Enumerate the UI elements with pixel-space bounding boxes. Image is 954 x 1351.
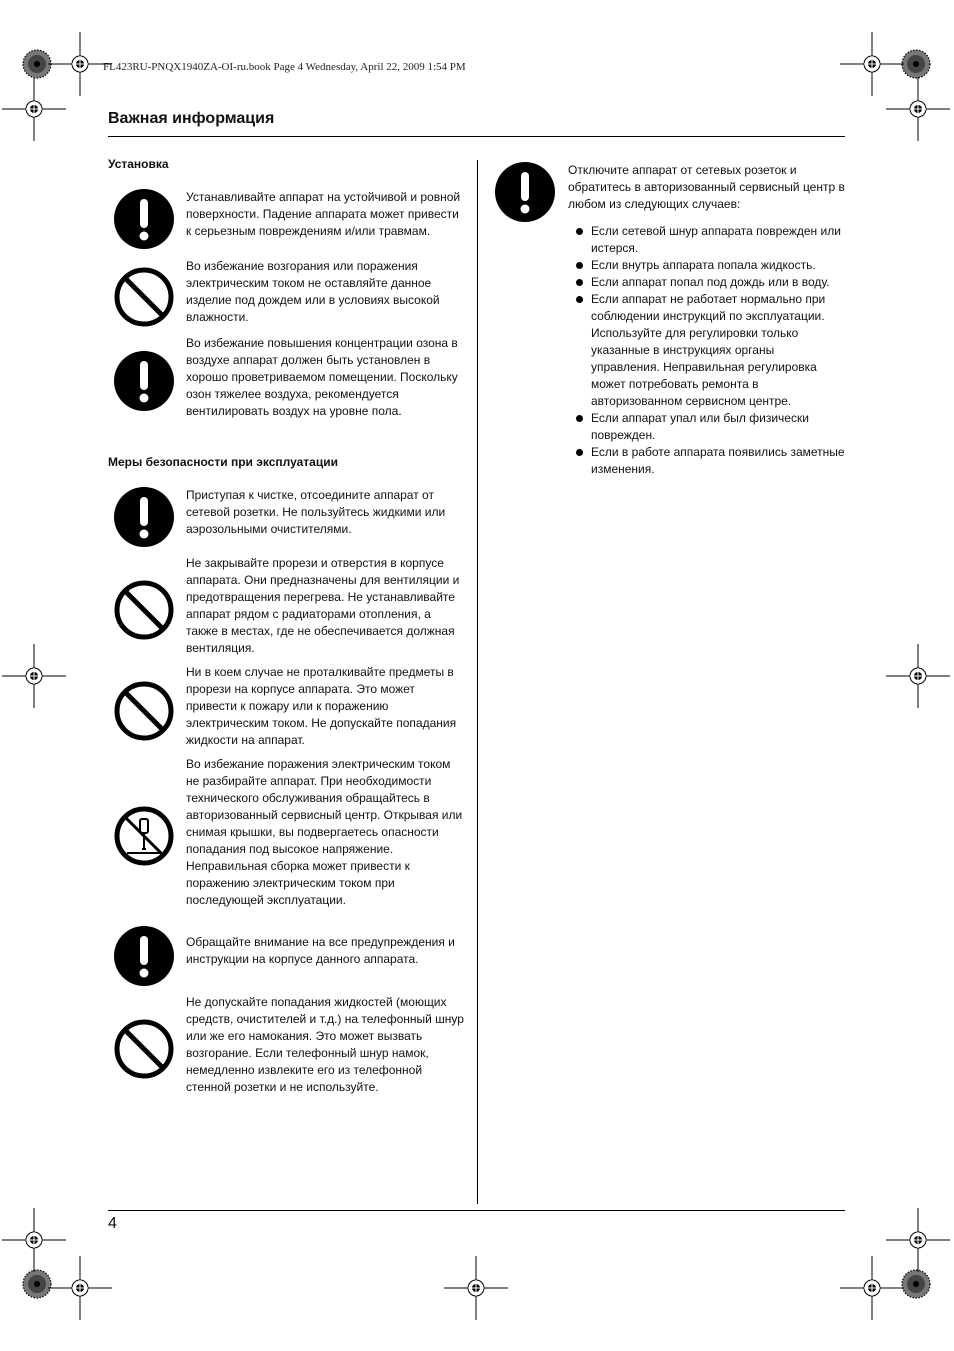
- registration-cross-icon: [840, 1256, 904, 1320]
- installation-heading: Установка: [108, 157, 169, 171]
- prohibition-icon: [113, 680, 175, 742]
- operation-item-6-text: Не допускайте попадания жидкостей (моющих средств, очистителей и т.д.) на телефонный шнур или же его намокания. Это может вызвать возгорание. Если телефонный шнур намок, немедленно извлеките его из телефонной стенной розетки и не используйте.: [186, 995, 464, 1094]
- registration-sunburst-icon: [902, 50, 930, 78]
- exclamation-icon: [113, 188, 175, 250]
- list-item: Если внутрь аппарата попала жидкость.: [574, 257, 846, 274]
- operation-heading: Меры безопасности при эксплуатации: [108, 455, 338, 469]
- registration-sunburst-icon: [23, 50, 51, 78]
- registration-cross-icon: [2, 1208, 66, 1272]
- exclamation-icon: [494, 161, 556, 223]
- column-divider: [477, 160, 478, 1204]
- no-disassembly-icon: [113, 805, 175, 867]
- registration-cross-icon: [840, 32, 904, 96]
- list-item: Если аппарат попал под дождь или в воду.: [574, 274, 846, 291]
- book-header: FL423RU-PNQX1940ZA-OI-ru.book Page 4 Wednesday, April 22, 2009 1:54 PM: [103, 61, 466, 73]
- registration-cross-icon: [2, 644, 66, 708]
- operation-item-2-text: Не закрывайте прорези и отверстия в корпусе аппарата. Они предназначены для вентиляции и предотвращения перегрева. Не устанавливайте аппарат рядом с радиаторами отопления, а также в местах, где не обеспечивается должная вентиляция.: [186, 556, 460, 655]
- registration-sunburst-icon: [23, 1270, 51, 1298]
- registration-cross-icon: [886, 77, 950, 141]
- operation-item-5-text: Обращайте внимание на все предупреждения и инструкции на корпусе данного аппарата.: [186, 935, 455, 966]
- prohibition-icon: [113, 1018, 175, 1080]
- exclamation-icon: [113, 350, 175, 412]
- operation-item-1-text: Приступая к чистке, отсоедините аппарат от сетевой розетки. Не пользуйтесь жидкими или аэрозольными очистителями.: [186, 488, 446, 536]
- registration-cross-icon: [886, 1208, 950, 1272]
- list-item: Если аппарат упал или был физически поврежден.: [574, 410, 846, 444]
- prohibition-icon: [113, 266, 175, 328]
- service-intro-text: Отключите аппарат от сетевых розеток и обратитесь в авторизованный сервисный центр в любом из следующих случаев:: [568, 163, 845, 211]
- registration-cross-icon: [2, 77, 66, 141]
- exclamation-icon: [113, 925, 175, 987]
- exclamation-icon: [113, 486, 175, 548]
- installation-item-1-text: Устанавливайте аппарат на устойчивой и ровной поверхности. Падение аппарата может привести к серьезным повреждениям и/или травмам.: [186, 190, 461, 238]
- operation-item-4-text: Во избежание поражения электрическим током не разбирайте аппарат. При необходимости технического обслуживания обращайтесь в авторизованный сервисный центр. Открывая или снимая крышки, вы подвергаетесь опасности попадания под высокое напряжение. Неправильная сборка может привести к поражению электрическим током при последующей эксплуатации.: [186, 757, 463, 907]
- title-rule: [108, 136, 845, 137]
- list-item: Если аппарат не работает нормально при соблюдении инструкций по эксплуатации. Используйте для регулировки только указанные в инструкциях органы управления. Неправильная регулировка может потребовать ремонта в авторизованном сервисном центре.: [574, 291, 846, 410]
- registration-cross-icon: [444, 1256, 508, 1320]
- installation-item-3-text: Во избежание повышения концентрации озона в воздухе аппарат должен быть установлен в хорошо проветриваемом помещении. Поскольку озон тяжелее воздуха, рекомендуется вентилировать воздух на уровне пола.: [186, 336, 458, 418]
- list-item: Если в работе аппарата появились заметные изменения.: [574, 444, 846, 478]
- list-item: Если сетевой шнур аппарата поврежден или истерся.: [574, 223, 846, 257]
- prohibition-icon: [113, 579, 175, 641]
- operation-item-3-text: Ни в коем случае не проталкивайте предметы в прорези на корпусе аппарата. Это может привести к пожару или к поражению электрическим током. Не допускайте попадания жидкости на аппарат.: [186, 665, 457, 747]
- footer-rule: [108, 1210, 845, 1211]
- registration-cross-icon: [48, 1256, 112, 1320]
- service-conditions-list: [574, 223, 846, 478]
- page-title: Важная информация: [108, 110, 275, 127]
- registration-sunburst-icon: [902, 1270, 930, 1298]
- installation-item-2-text: Во избежание возгорания или поражения электрическим током не оставляйте данное изделие под дождем или в условиях высокой влажности.: [186, 259, 440, 324]
- page-number: 4: [108, 1215, 117, 1232]
- registration-cross-icon: [886, 644, 950, 708]
